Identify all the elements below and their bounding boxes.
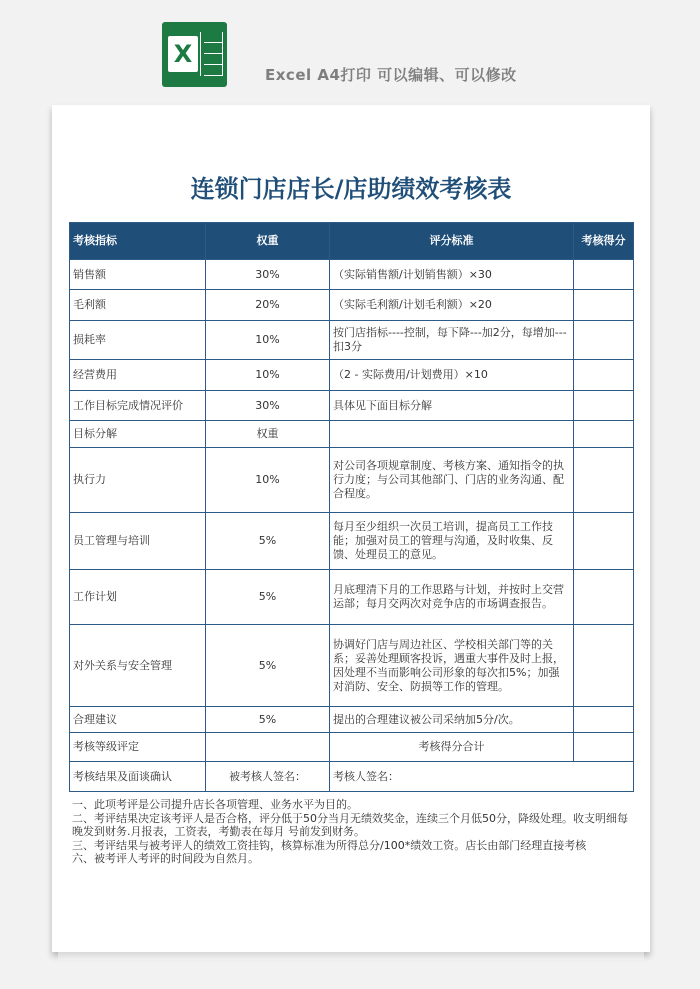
grade-row (70, 733, 634, 762)
row-standard: 每月至少组织一次员工培训，提高员工工作技能；加强对员工的管理与沟通，及时收集、反馈、处理员工的意见。 (330, 513, 574, 570)
row-indicator: 毛利额 (70, 290, 206, 321)
table-row (70, 707, 634, 733)
row-standard: 按门店指标----控制，每下降---加2分，每增加---扣3分 (330, 321, 574, 360)
row-standard: （实际毛利额/计划毛利额）×20 (330, 290, 574, 321)
sign-label: 考核结果及面谈确认 (70, 762, 206, 792)
row-score-cell[interactable] (574, 321, 634, 360)
row-indicator: 经营费用 (70, 360, 206, 391)
header-standard: 评分标准 (330, 223, 574, 260)
table-row (70, 290, 634, 321)
row-weight: 权重 (206, 421, 330, 448)
table-row (70, 513, 634, 570)
note-item: 三、考评结果与被考评人的绩效工资挂钩，核算标准为所得总分/100*绩效工资。店长由部门经理直接考核 (72, 838, 587, 852)
row-indicator: 工作目标完成情况评价 (70, 391, 206, 421)
row-weight: 10% (206, 321, 330, 360)
header-weight: 权重 (206, 223, 330, 260)
table-row (70, 625, 634, 707)
row-weight: 5% (206, 625, 330, 707)
banner-text: Excel A4打印 可以编辑、可以修改 (265, 66, 517, 84)
assessment-table (69, 222, 634, 792)
excel-logo-icon: X (162, 22, 227, 87)
row-score-cell[interactable] (574, 260, 634, 290)
row-score-cell[interactable] (574, 513, 634, 570)
assessee-signature[interactable]: 被考核人签名： (206, 762, 330, 792)
sheet-shadow (58, 952, 644, 960)
row-indicator: 执行力 (70, 448, 206, 513)
row-score-cell[interactable] (574, 448, 634, 513)
header-score: 考核得分 (574, 223, 634, 260)
assessor-signature[interactable]: 考核人签名： (330, 762, 634, 792)
row-indicator: 损耗率 (70, 321, 206, 360)
row-indicator: 对外关系与安全管理 (70, 625, 206, 707)
note-item: 二、考评结果决定该考评人是否合格，评分低于50分当月无绩效奖金，连续三个月低50分，降级处理。收支明细每晚发到财务.月报表，工资表，考勤表在每月 号前发到财务。 (72, 811, 628, 838)
row-standard: 对公司各项规章制度、考核方案、通知指令的执行力度；与公司其他部门、门店的业务沟通、配合程度。 (330, 448, 574, 513)
row-standard: （实际销售额/计划销售额）×30 (330, 260, 574, 290)
note-item: 一、此项考评是公司提升店长各项管理、业务水平为目的。 (72, 798, 358, 811)
row-indicator: 工作计划 (70, 570, 206, 625)
row-standard: 月底理清下月的工作思路与计划，并按时上交营运部；每月交两次对竞争店的市场调查报告。 (330, 570, 574, 625)
row-standard: 具体见下面目标分解 (330, 391, 574, 421)
row-score-cell[interactable] (574, 707, 634, 733)
row-score-cell[interactable] (574, 391, 634, 421)
table-row (70, 260, 634, 290)
row-standard: （2 - 实际费用/计划费用）×10 (330, 360, 574, 391)
table-row (70, 570, 634, 625)
row-standard (330, 421, 574, 448)
row-score-cell[interactable] (574, 421, 634, 448)
row-score-cell[interactable] (574, 570, 634, 625)
banner (0, 0, 700, 105)
total-score-label: 考核得分合计 (330, 733, 574, 762)
row-score-cell[interactable] (574, 625, 634, 707)
row-weight: 30% (206, 391, 330, 421)
row-weight: 5% (206, 513, 330, 570)
row-standard: 提出的合理建议被公司采纳加5分/次。 (330, 707, 574, 733)
row-weight: 5% (206, 707, 330, 733)
table-row (70, 321, 634, 360)
row-indicator: 销售额 (70, 260, 206, 290)
row-weight: 10% (206, 448, 330, 513)
row-score-cell[interactable] (574, 360, 634, 391)
table-row (70, 391, 634, 421)
row-weight: 10% (206, 360, 330, 391)
table-row (70, 448, 634, 513)
table-header-row (70, 223, 634, 260)
document-sheet (52, 105, 650, 952)
row-weight: 30% (206, 260, 330, 290)
note-item: 六、被考评人考评的时间段为自然月。 (72, 852, 259, 865)
notes (72, 798, 637, 866)
row-weight: 5% (206, 570, 330, 625)
table-row (70, 421, 634, 448)
total-score-cell[interactable] (574, 733, 634, 762)
grade-value-cell[interactable] (206, 733, 330, 762)
sign-row (70, 762, 634, 792)
row-weight: 20% (206, 290, 330, 321)
row-standard: 协调好门店与周边社区、学校相关部门等的关系；妥善处理顾客投诉，遇重大事件及时上报，因处理不当而影响公司形象的每次扣5%；加强对消防、安全、防损等工作的管理。 (330, 625, 574, 707)
grade-label: 考核等级评定 (70, 733, 206, 762)
header-indicator: 考核指标 (70, 223, 206, 260)
row-score-cell[interactable] (574, 290, 634, 321)
row-indicator: 合理建议 (70, 707, 206, 733)
row-indicator: 员工管理与培训 (70, 513, 206, 570)
page-title: 连锁门店店长/店助绩效考核表 (190, 175, 512, 203)
table-row (70, 360, 634, 391)
row-indicator: 目标分解 (70, 421, 206, 448)
